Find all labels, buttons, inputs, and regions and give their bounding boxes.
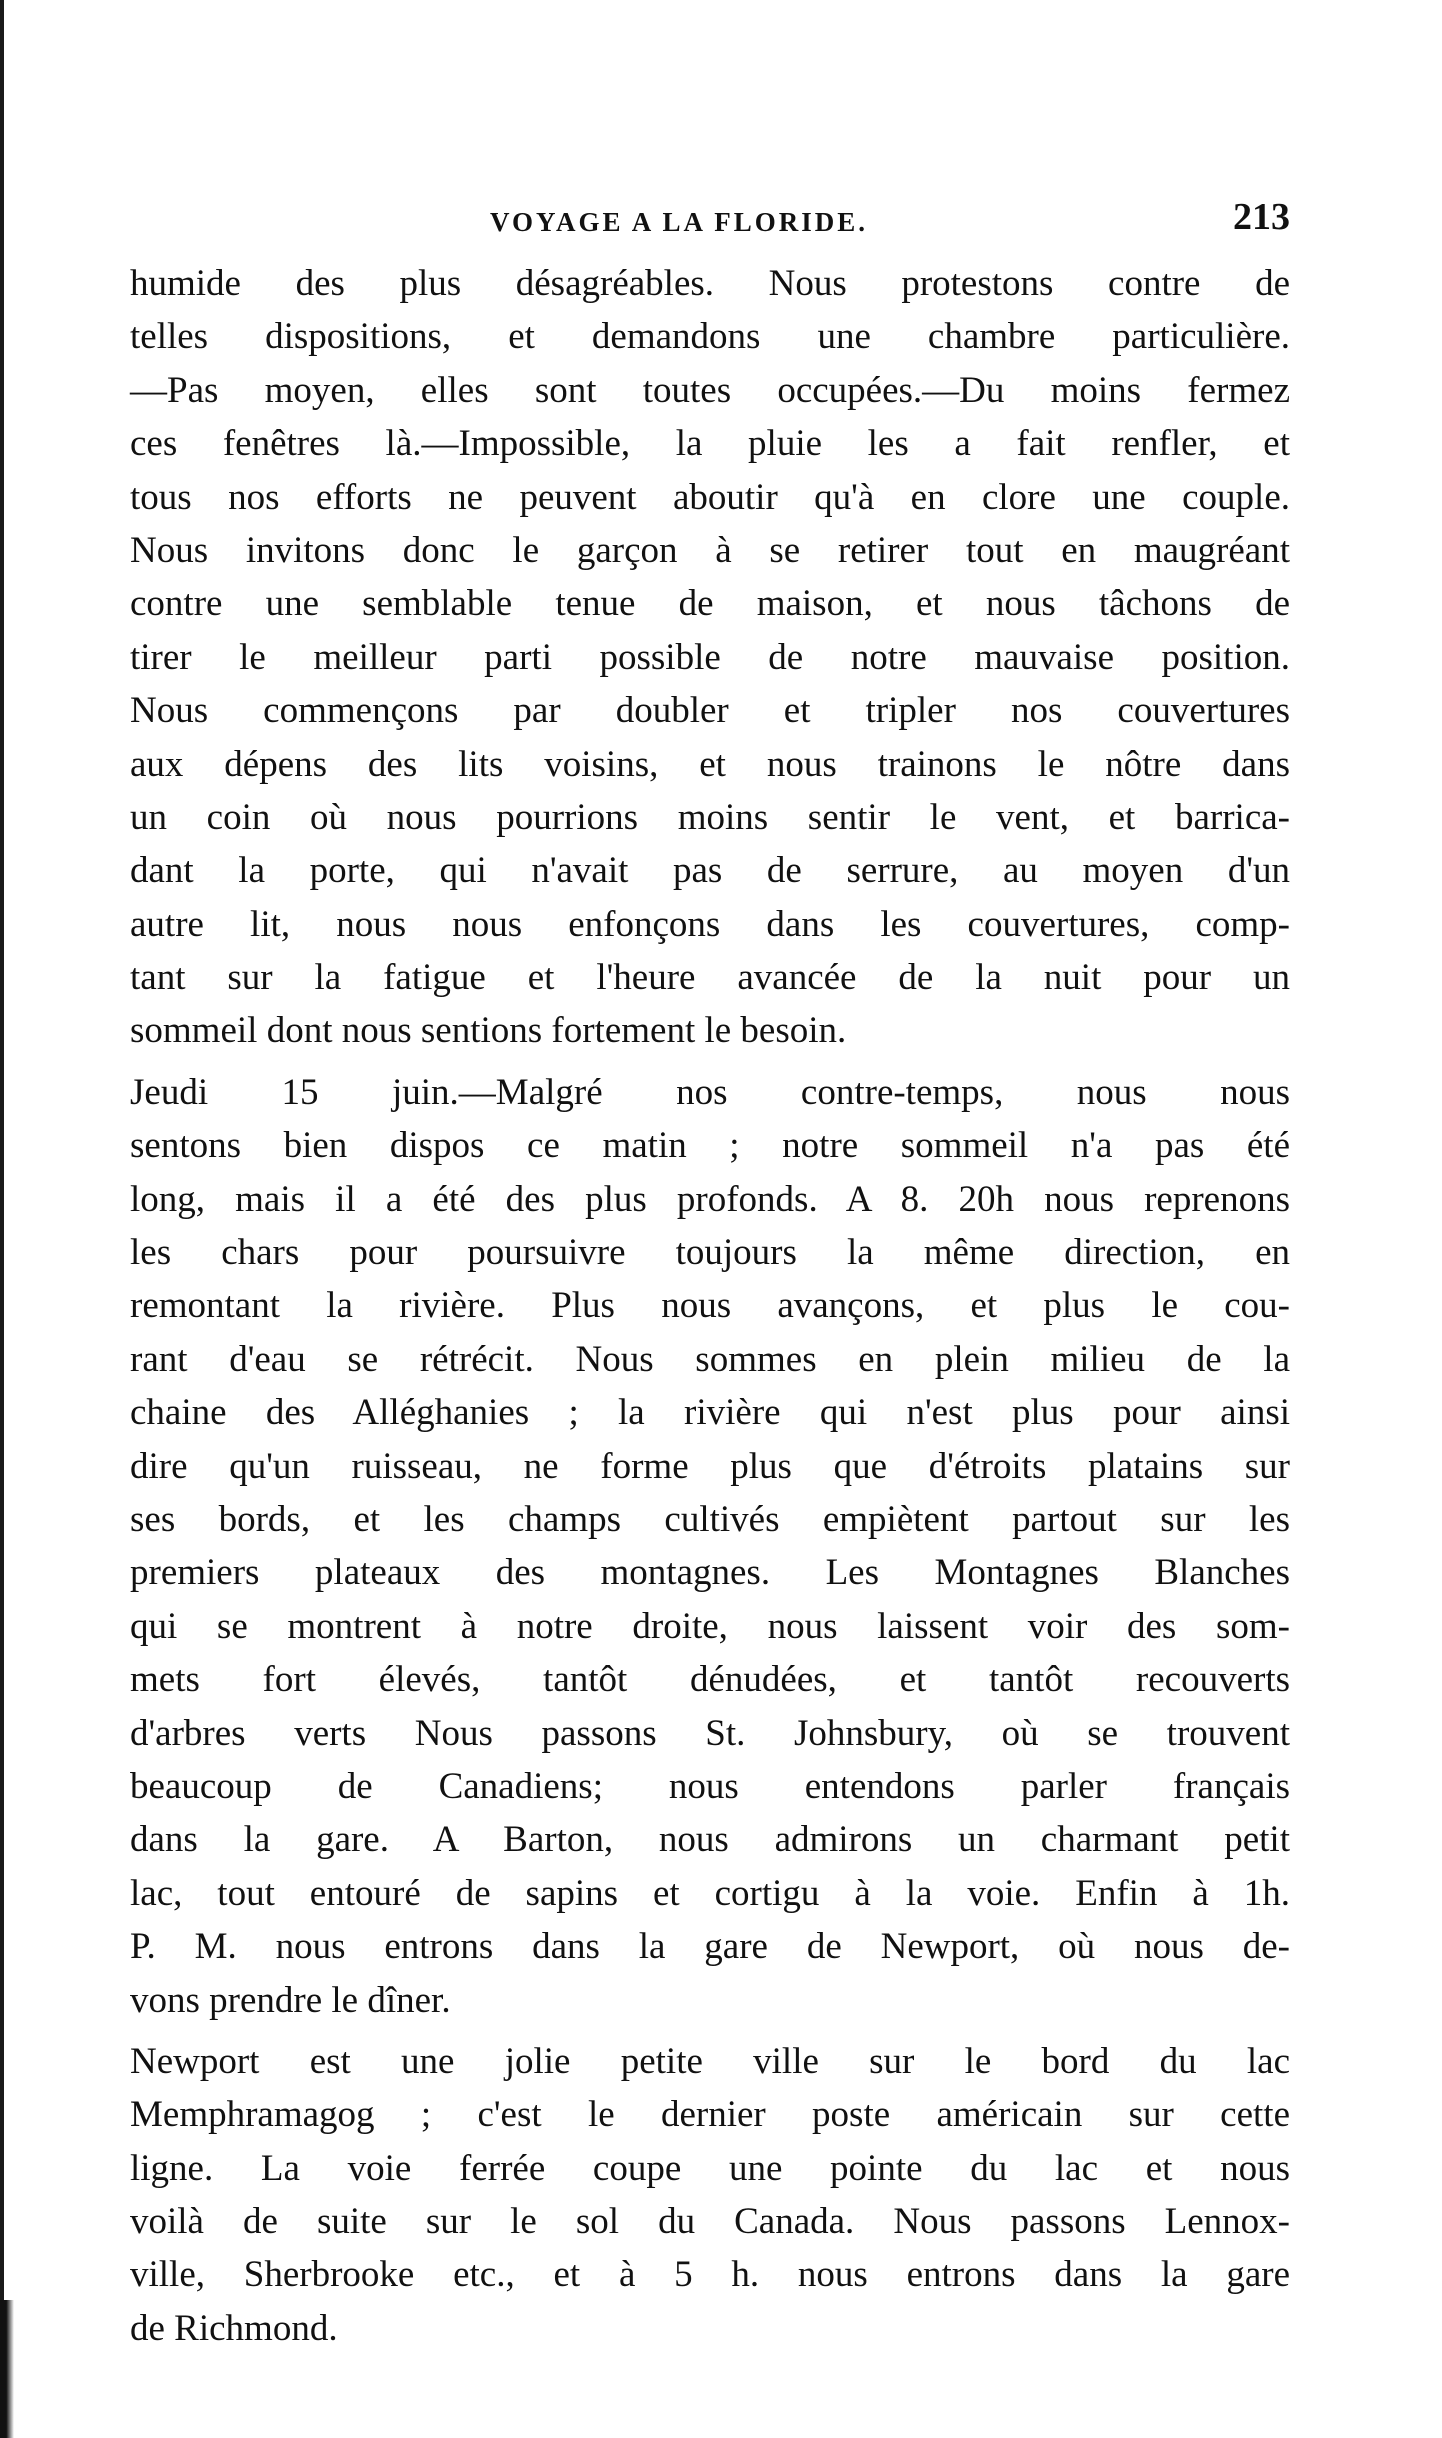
text-line: Nous invitons donc le garçon à se retirer tout en maugréant xyxy=(130,529,1290,571)
text-line: autre lit, nous nous enfonçons dans les couvertures, comp- xyxy=(130,903,1290,945)
text-line: tirer le meilleur parti possible de notre mauvaise position. xyxy=(130,636,1290,678)
text-line: d'arbres verts Nous passons St. Johnsbury, où se trouvent xyxy=(130,1712,1290,1754)
text-line: beaucoup de Canadiens; nous entendons parler français xyxy=(130,1765,1290,1807)
paragraph xyxy=(130,1066,1290,2027)
text-line: Nous commençons par doubler et tripler nos couvertures xyxy=(130,690,1290,732)
text-line: tant sur la fatigue et l'heure avancée de la nuit pour un xyxy=(130,957,1290,999)
text-line: Newport est une jolie petite ville sur le bord du lac xyxy=(130,2040,1290,2082)
text-line: les chars pour poursuivre toujours la même direction, en xyxy=(130,1232,1290,1274)
text-line: dans la gare. A Barton, nous admirons un charmant petit xyxy=(130,1819,1290,1861)
page-number: 213 xyxy=(1233,196,1290,238)
text-line: dant la porte, qui n'avait pas de serrure, au moyen d'un xyxy=(130,850,1290,892)
page-spine-shadow xyxy=(0,2300,14,2438)
text-line: telles dispositions, et demandons une chambre particulière. xyxy=(130,316,1290,358)
running-title: VOYAGE A LA FLORIDE. xyxy=(490,207,869,237)
text-line: Memphramagog ; c'est le dernier poste américain sur cette xyxy=(130,2094,1290,2136)
text-line: sentons bien dispos ce matin ; notre sommeil n'a pas été xyxy=(130,1125,1290,1167)
text-line: Jeudi 15 juin.—Malgré nos contre-temps, nous nous xyxy=(130,1071,1290,1113)
text-line: vons prendre le dîner. xyxy=(130,1979,451,2021)
text-line: rant d'eau se rétrécit. Nous sommes en plein milieu de la xyxy=(130,1338,1290,1380)
text-line: ses bords, et les champs cultivés empiètent partout sur les xyxy=(130,1498,1290,1540)
text-line: premiers plateaux des montagnes. Les Montagnes Blanches xyxy=(130,1552,1290,1594)
book-page xyxy=(130,195,1290,2355)
body-text xyxy=(130,257,1290,2355)
text-line: ces fenêtres là.—Impossible, la pluie les a fait renfler, et xyxy=(130,423,1290,465)
text-line: aux dépens des lits voisins, et nous trainons le nôtre dans xyxy=(130,743,1290,785)
paragraph xyxy=(130,257,1290,1058)
text-line: —Pas moyen, elles sont toutes occupées.—Du moins fermez xyxy=(130,369,1290,411)
text-line: ville, Sherbrooke etc., et à 5 h. nous entrons dans la gare xyxy=(130,2254,1290,2296)
page-spine-edge xyxy=(0,0,4,2438)
text-line: qui se montrent à notre droite, nous laissent voir des som- xyxy=(130,1605,1290,1647)
text-line: humide des plus désagréables. Nous protestons contre de xyxy=(130,263,1290,304)
text-line: contre une semblable tenue de maison, et nous tâchons de xyxy=(130,583,1290,625)
paragraph-gap xyxy=(130,1058,1290,1066)
text-line: ligne. La voie ferrée coupe une pointe du lac et nous xyxy=(130,2147,1290,2189)
text-line: un coin où nous pourrions moins sentir le vent, et barrica- xyxy=(130,796,1290,838)
text-line: P. M. nous entrons dans la gare de Newport, où nous de- xyxy=(130,1926,1290,1968)
paragraph xyxy=(130,2035,1290,2355)
text-line: long, mais il a été des plus profonds. A 8. 20h nous reprenons xyxy=(130,1178,1290,1220)
text-line: mets fort élevés, tantôt dénudées, et tantôt recouverts xyxy=(130,1659,1290,1701)
text-line: lac, tout entouré de sapins et cortigu à la voie. Enfin à 1h. xyxy=(130,1872,1290,1914)
text-line: voilà de suite sur le sol du Canada. Nous passons Lennox- xyxy=(130,2201,1290,2243)
page-header xyxy=(130,195,1290,245)
paragraph-gap xyxy=(130,2027,1290,2035)
text-line: dire qu'un ruisseau, ne forme plus que d'étroits platains sur xyxy=(130,1445,1290,1487)
text-line: sommeil dont nous sentions fortement le besoin. xyxy=(130,1010,847,1052)
text-line: remontant la rivière. Plus nous avançons, et plus le cou- xyxy=(130,1285,1290,1327)
text-line: tous nos efforts ne peuvent aboutir qu'à en clore une couple. xyxy=(130,476,1290,518)
text-line: de Richmond. xyxy=(130,2307,338,2349)
text-line: chaine des Alléghanies ; la rivière qui n'est plus pour ainsi xyxy=(130,1392,1290,1434)
